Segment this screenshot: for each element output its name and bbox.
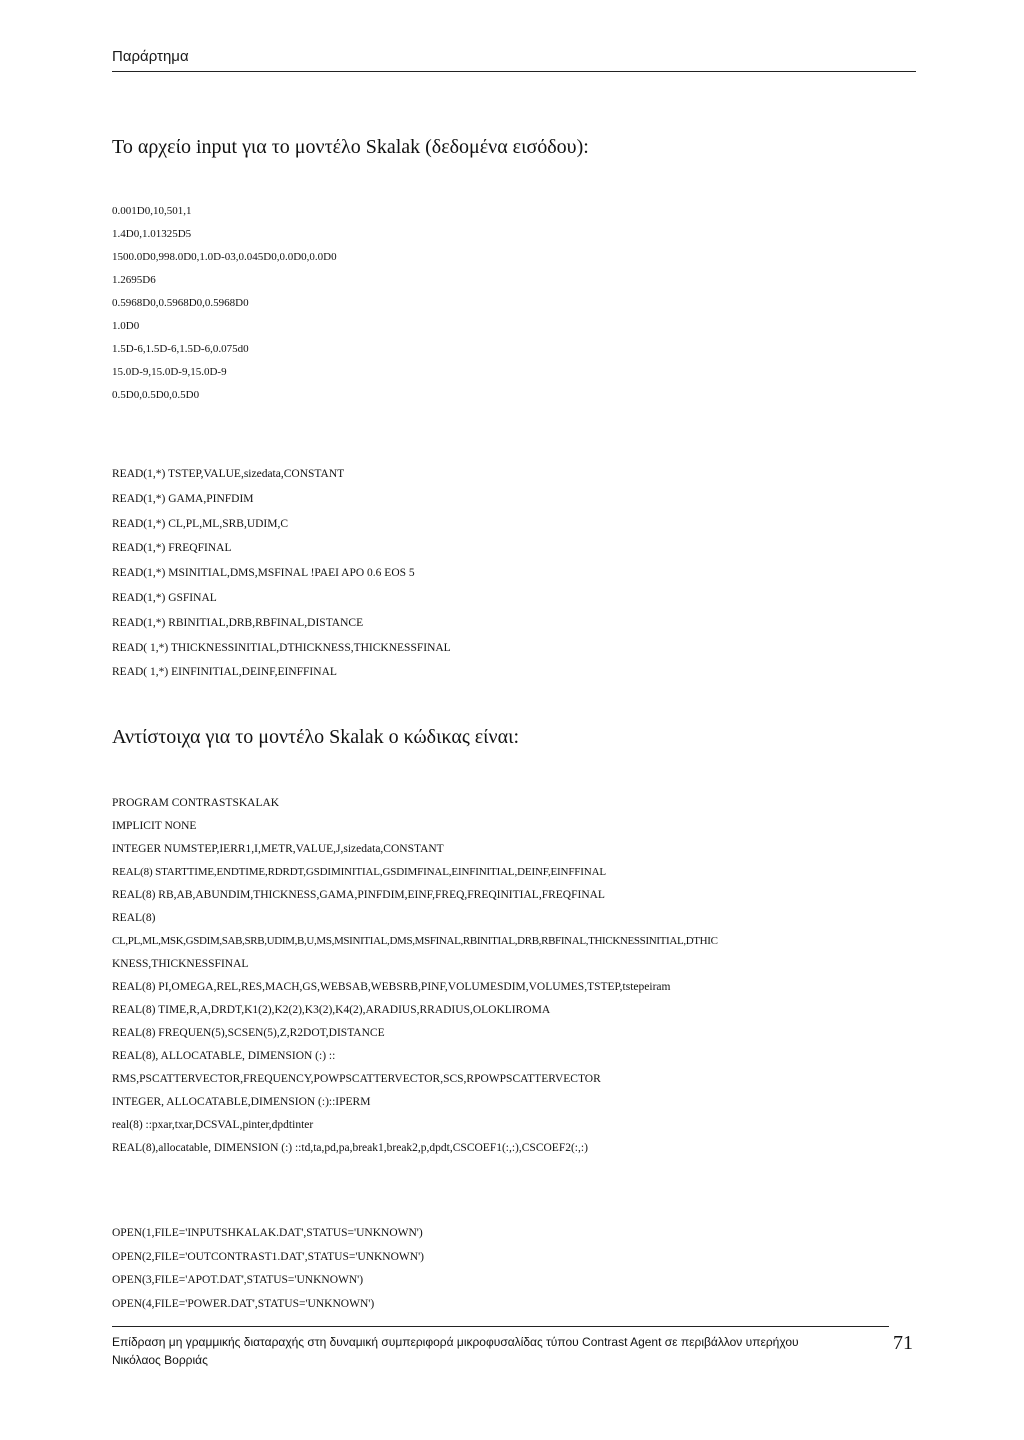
input-data-line: 0.001D0,10,501,1 (112, 205, 192, 217)
open-statement: OPEN(1,FILE='INPUTSHKALAK.DAT',STATUS='UNKNOWN') (112, 1227, 423, 1239)
code-line: INTEGER NUMSTEP,IERR1,I,METR,VALUE,J,sizedata,CONSTANT (112, 843, 444, 855)
read-statement: READ(1,*) GAMA,PINFDIM (112, 492, 254, 505)
input-data-line: 1.0D0 (112, 320, 140, 332)
footer-thesis-title: Επίδραση μη γραμμικής διαταραχής στη δυναμική συμπεριφορά μικροφυσαλίδας τύπου Contrast Agent σε περιβάλλον υπερήχου (112, 1335, 799, 1349)
code-line: CL,PL,ML,MSK,GSDIM,SAB,SRB,UDIM,B,U,MS,MSINITIAL,DMS,MSFINAL,RBINITIAL,DRB,RBFINAL,THICKNESSINITIAL,DTHIC (112, 935, 718, 947)
code-line: REAL(8) TIME,R,A,DRDT,K1(2),K2(2),K3(2),K4(2),ARADIUS,RRADIUS,OLOKLIROMA (112, 1004, 551, 1016)
read-statement: READ(1,*) RBINITIAL,DRB,RBFINAL,DISTANCE (112, 616, 364, 629)
open-statement: OPEN(3,FILE='APOT.DAT',STATUS='UNKNOWN') (112, 1274, 364, 1286)
read-statement: READ( 1,*) EINFINITIAL,DEINF,EINFFINAL (112, 666, 337, 679)
read-statement: READ(1,*) CL,PL,ML,SRB,UDIM,C (112, 517, 289, 530)
open-statements-block (112, 1222, 922, 1316)
read-statement: READ(1,*) TSTEP,VALUE,sizedata,CONSTANT (112, 468, 345, 480)
open-statement: OPEN(2,FILE='OUTCONTRAST1.DAT',STATUS='UNKNOWN') (112, 1250, 424, 1263)
input-data-block (112, 200, 922, 407)
read-statement: READ(1,*) GSFINAL (112, 591, 217, 604)
read-statement: READ( 1,*) THICKNESSINITIAL,DTHICKNESS,THICKNESSFINAL (112, 641, 451, 654)
footer-author: Νικόλαος Βορριάς (112, 1353, 208, 1367)
code-line: KNESS,THICKNESSFINAL (112, 958, 249, 970)
footer (112, 1333, 799, 1369)
program-declarations-block (112, 792, 922, 1160)
code-line: REAL(8), ALLOCATABLE, DIMENSION (:) :: (112, 1050, 336, 1062)
page-number: 71 (893, 1332, 913, 1354)
input-data-line: 0.5D0,0.5D0,0.5D0 (112, 389, 200, 401)
code-line: REAL(8) (112, 912, 156, 924)
read-statement: READ(1,*) FREQFINAL (112, 542, 232, 555)
open-statement: OPEN(4,FILE='POWER.DAT',STATUS='UNKNOWN') (112, 1297, 375, 1310)
input-data-line: 1.5D-6,1.5D-6,1.5D-6,0.075d0 (112, 343, 249, 355)
code-line: real(8) ::pxar,txar,DCSVAL,pinter,dpdtinter (112, 1119, 314, 1131)
input-data-line: 1.4D0,1.01325D5 (112, 228, 192, 240)
code-line: RMS,PSCATTERVECTOR,FREQUENCY,POWPSCATTERVECTOR,SCS,RPOWPSCATTERVECTOR (112, 1073, 601, 1085)
read-statements-block (112, 462, 922, 685)
code-line: IMPLICIT NONE (112, 820, 197, 832)
running-header: Παράρτημα (112, 48, 189, 65)
code-line: REAL(8) STARTTIME,ENDTIME,RDRDT,GSDIMINITIAL,GSDIMFINAL,EINFINITIAL,DEINF,EINFFINAL (112, 866, 606, 878)
code-line: REAL(8) RB,AB,ABUNDIM,THICKNESS,GAMA,PINFDIM,EINF,FREQ,FREQINITIAL,FREQFINAL (112, 889, 605, 901)
header-rule (112, 71, 916, 72)
read-statement: READ(1,*) MSINITIAL,DMS,MSFINAL !PAEI APO 0.6 EOS 5 (112, 567, 415, 580)
code-line: INTEGER, ALLOCATABLE,DIMENSION (:)::IPERM (112, 1096, 371, 1108)
input-data-line: 1.2695D6 (112, 274, 156, 286)
input-data-line: 1500.0D0,998.0D0,1.0D-03,0.045D0,0.0D0,0.0D0 (112, 251, 337, 263)
footer-rule (112, 1326, 889, 1327)
input-data-line: 15.0D-9,15.0D-9,15.0D-9 (112, 366, 227, 378)
code-line: PROGRAM CONTRASTSKALAK (112, 797, 280, 809)
code-heading: Αντίστοιχα για το μοντέλο Skalak ο κώδικας είναι: (112, 726, 520, 748)
code-line: REAL(8),allocatable, DIMENSION (:) ::td,ta,pd,pa,break1,break2,p,dpdt,CSCOEF1(:,:),CSCOEF2(:,:) (112, 1142, 588, 1154)
input-file-heading: Το αρχείο input για το μοντέλο Skalak (δεδομένα εισόδου): (112, 136, 589, 158)
input-data-line: 0.5968D0,0.5968D0,0.5968D0 (112, 297, 249, 309)
code-line: REAL(8) PI,OMEGA,REL,RES,MACH,GS,WEBSAB,WEBSRB,PINF,VOLUMESDIM,VOLUMES,TSTEP,tstepeiram (112, 981, 671, 993)
code-line: REAL(8) FREQUEN(5),SCSEN(5),Z,R2DOT,DISTANCE (112, 1027, 385, 1039)
